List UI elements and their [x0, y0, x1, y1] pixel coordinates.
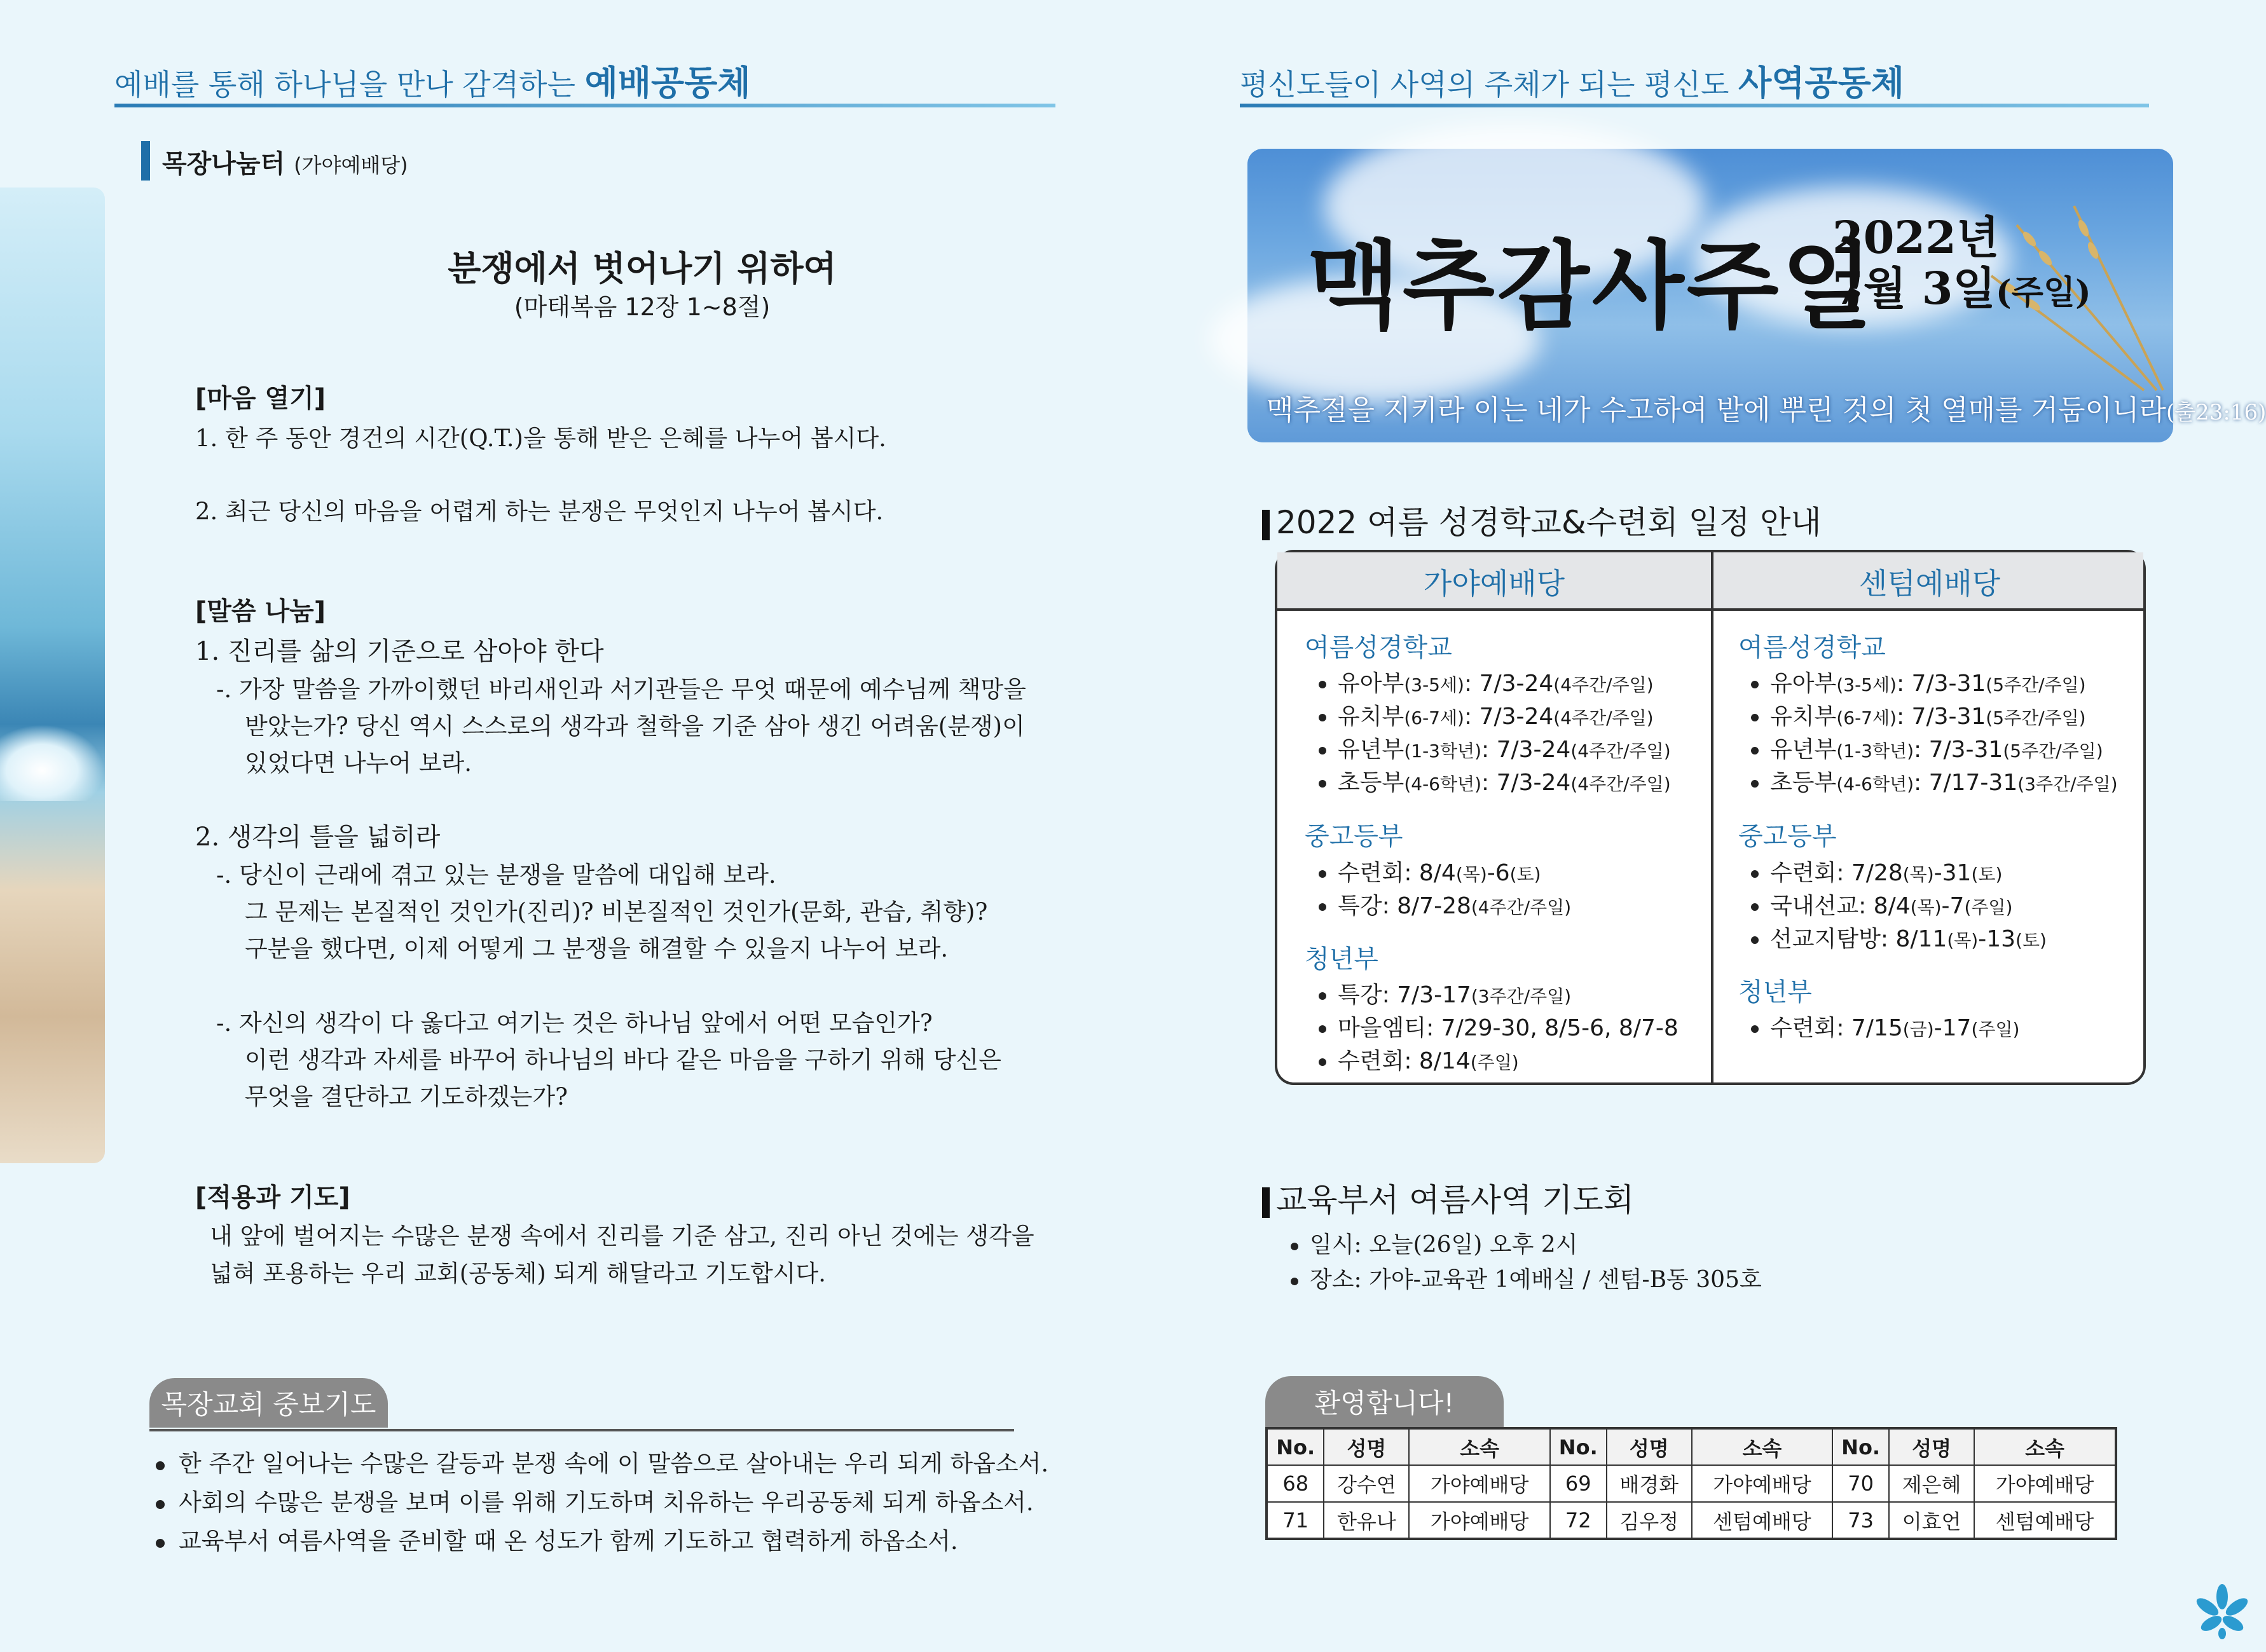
- bullet-icon: [1751, 780, 1759, 788]
- category-young-adult: 청년부: [1738, 978, 1812, 1007]
- bullet-icon: [156, 1461, 165, 1470]
- schedule-table-header: [1277, 552, 2143, 611]
- bullet-icon: [1751, 1025, 1759, 1033]
- sermon-reference: (마태복음 12장 1~8절): [514, 293, 771, 321]
- bullet-icon: [1319, 903, 1326, 911]
- schedule-item: 유년부(1-3학년): 7/3-24(4주간/주일): [1319, 732, 1671, 764]
- section-marker: [141, 141, 150, 181]
- schedule-item: 수련회: 8/4(목)-6(토): [1319, 855, 1541, 887]
- banner-verse: 맥추절을 지키라 이는 네가 수고하여 밭에 뿌린 것의 첫 열매를 거둠이니라(출23:16): [1267, 394, 2266, 427]
- category-young-adult: 청년부: [1305, 945, 1378, 974]
- category-youth: 중고등부: [1738, 822, 1837, 851]
- category-youth: 중고등부: [1305, 822, 1403, 851]
- share-point-1: 1. 진리를 삶의 기준으로 삼아야 한다: [195, 637, 604, 666]
- share-p2-line2: 그 문제는 본질적인 것인가(진리)? 비본질적인 것인가(문화, 관습, 취향)?: [245, 898, 988, 925]
- share-p1-line3: 있었다면 나누어 보라.: [245, 749, 472, 777]
- share-p2b-line3: 무엇을 결단하고 기도하겠는가?: [245, 1083, 568, 1110]
- schedule-item: 유치부(6-7세): 7/3-24(4주간/주일): [1319, 699, 1654, 731]
- apply-line2: 넓혀 포용하는 우리 교회(공동체) 되게 해달라고 기도합시다.: [210, 1260, 827, 1287]
- bullet-icon: [156, 1539, 165, 1548]
- flower-logo-icon: [2194, 1583, 2251, 1640]
- share-point-2: 2. 생각의 틀을 넓히라: [195, 823, 441, 852]
- bullet-icon: [1319, 1058, 1326, 1066]
- wave-decoration: [0, 725, 105, 801]
- schedule-item: 유년부(1-3학년): 7/3-31(5주간/주일): [1751, 732, 2103, 764]
- schedule-item: 유아부(3-5세): 7/3-31(5주간/주일): [1751, 666, 2086, 698]
- right-header-rule: [1240, 104, 2149, 107]
- share-p1-line1: -. 가장 말씀을 가까이했던 바리새인과 서기관들은 무엇 때문에 예수님께 책망을: [216, 676, 1026, 703]
- welcome-table: [1265, 1427, 2117, 1540]
- bullet-icon: [1319, 992, 1326, 1000]
- share-p2-line3: 구분을 했다면, 이제 어떻게 그 분쟁을 해결할 수 있을지 나누어 보라.: [245, 935, 949, 962]
- category-vbs: 여름성경학교: [1738, 633, 1886, 662]
- welcome-tab: 환영합니다!: [1265, 1376, 1504, 1427]
- bullet-icon: [1319, 747, 1326, 754]
- schedule-item: 선교지탐방: 8/11(목)-13(토): [1751, 921, 2047, 953]
- bullet-icon: [1291, 1243, 1298, 1250]
- share-p1-line2: 받았는가? 당신 역시 스스로의 생각과 철학을 기준 삼아 생긴 어려움(분쟁)이: [245, 713, 1025, 740]
- bullet-icon: [1319, 870, 1326, 878]
- schedule-item: 수련회: 7/28(목)-31(토): [1751, 855, 2002, 887]
- right-page-header: 평신도들이 사역의 주체가 되는 평신도 사역공동체: [1240, 63, 1904, 103]
- bullet-icon: [1319, 714, 1326, 721]
- share-heading: [말씀 나눔]: [195, 597, 326, 626]
- table-row: 68 강수연 가야예배당 69 배경화 가야예배당 70 제은혜 가야예배당: [1267, 1465, 2116, 1502]
- schedule-item: 국내선교: 8/4(목)-7(주일): [1751, 888, 2012, 920]
- open-heading: [마음 열기]: [195, 384, 326, 413]
- prayer-item: 한 주간 일어나는 수많은 갈등과 분쟁 속에 이 말씀으로 살아내는 우리 되게 하옵소서.: [156, 1444, 1048, 1478]
- heading-marker: [1262, 1187, 1270, 1218]
- column-header-gaya: 가야예배당: [1423, 566, 1565, 601]
- schedule-item: 유치부(6-7세): 7/3-31(5주간/주일): [1751, 699, 2086, 731]
- bullet-icon: [1751, 714, 1759, 721]
- edu-prayer-time: 일시: 오늘(26일) 오후 2시: [1291, 1227, 1577, 1259]
- bullet-icon: [1319, 681, 1326, 688]
- bullet-icon: [1751, 870, 1759, 878]
- schedule-item: 특강: 7/3-17(3주간/주일): [1319, 977, 1571, 1009]
- column-header-centum: 센텀예배당: [1858, 566, 2001, 601]
- schedule-item: 유아부(3-5세): 7/3-24(4주간/주일): [1319, 666, 1654, 698]
- bullet-icon: [1751, 747, 1759, 754]
- ocean-photo: [0, 188, 105, 1163]
- share-p2b-line2: 이런 생각과 자세를 바꾸어 하나님의 바다 같은 마음을 구하기 위해 당신은: [245, 1046, 1001, 1074]
- schedule-item: 수련회: 8/14(주일): [1319, 1043, 1519, 1075]
- share-p2-line1: -. 당신이 근래에 겪고 있는 분쟁을 말씀에 대입해 보라.: [216, 861, 776, 889]
- prayer-rule: [149, 1429, 1014, 1431]
- bullet-icon: [1751, 681, 1759, 688]
- bullet-icon: [1319, 1025, 1326, 1033]
- left-header-rule: [114, 104, 1055, 107]
- apply-heading: [적용과 기도]: [195, 1183, 350, 1212]
- schedule-item: 초등부(4-6학년): 7/17-31(3주간/주일): [1751, 765, 2118, 797]
- open-question-2: 2. 최근 당신의 마음을 어렵게 하는 분쟁은 무엇인지 나누어 봅시다.: [195, 498, 884, 525]
- prayer-tab: 목장교회 중보기도: [149, 1378, 388, 1428]
- share-p2b-line1: -. 자신의 생각이 다 옳다고 여기는 것은 하나님 앞에서 어떤 모습인가?: [216, 1009, 933, 1037]
- prayer-item: 교육부서 여름사역을 준비할 때 온 성도가 함께 기도하고 협력하게 하옵소서.: [156, 1522, 958, 1556]
- schedule-item: 수련회: 7/15(금)-17(주일): [1751, 1010, 2019, 1042]
- sermon-title: 분쟁에서 벗어나기 위하여: [448, 249, 837, 289]
- banner-title: 맥추감사주일: [1308, 230, 1876, 342]
- schedule-item: 마을엠티: 7/29-30, 8/5-6, 8/7-8: [1319, 1010, 1679, 1042]
- bullet-icon: [1319, 780, 1326, 788]
- bullet-icon: [156, 1500, 165, 1509]
- bullet-icon: [1751, 903, 1759, 911]
- schedule-table: [1275, 550, 2146, 1085]
- prayer-item: 사회의 수많은 분쟁을 보며 이를 위해 기도하며 치유하는 우리공동체 되게 하옵소서.: [156, 1483, 1034, 1517]
- schedule-item: 특강: 8/7-28(4주간/주일): [1319, 888, 1571, 920]
- column-divider: [1711, 552, 1713, 1082]
- edu-prayer-heading: 교육부서 여름사역 기도회: [1262, 1175, 1634, 1220]
- schedule-heading: 2022 여름 성경학교&수련회 일정 안내: [1262, 497, 1822, 543]
- table-row: 71 한유나 가야예배당 72 김우정 센텀예배당 73 이효언 센텀예배당: [1267, 1502, 2116, 1539]
- left-page-header: 예배를 통해 하나님을 만나 감격하는 예배공동체: [114, 63, 751, 103]
- apply-line1: 내 앞에 벌어지는 수많은 분쟁 속에서 진리를 기준 삼고, 진리 아닌 것에는 생각을: [210, 1222, 1034, 1250]
- banner-date: 2022년 7월 3일(주일): [1832, 211, 2091, 315]
- heading-marker: [1262, 510, 1270, 540]
- section-title: 목장나눔터 (가야예배당): [162, 149, 408, 179]
- bullet-icon: [1291, 1278, 1298, 1285]
- category-vbs: 여름성경학교: [1305, 633, 1452, 662]
- welcome-table-header: No. 성명 소속 No. 성명 소속 No. 성명 소속: [1267, 1428, 2116, 1465]
- bullet-icon: [1751, 936, 1759, 944]
- thanksgiving-banner: [1247, 149, 2266, 442]
- edu-prayer-place: 장소: 가야-교육관 1예배실 / 센텀-B동 305호: [1291, 1262, 1762, 1294]
- schedule-item: 초등부(4-6학년): 7/3-24(4주간/주일): [1319, 765, 1671, 797]
- open-question-1: 1. 한 주 동안 경건의 시간(Q.T.)을 통해 받은 은혜를 나누어 봅시다.: [195, 425, 886, 452]
